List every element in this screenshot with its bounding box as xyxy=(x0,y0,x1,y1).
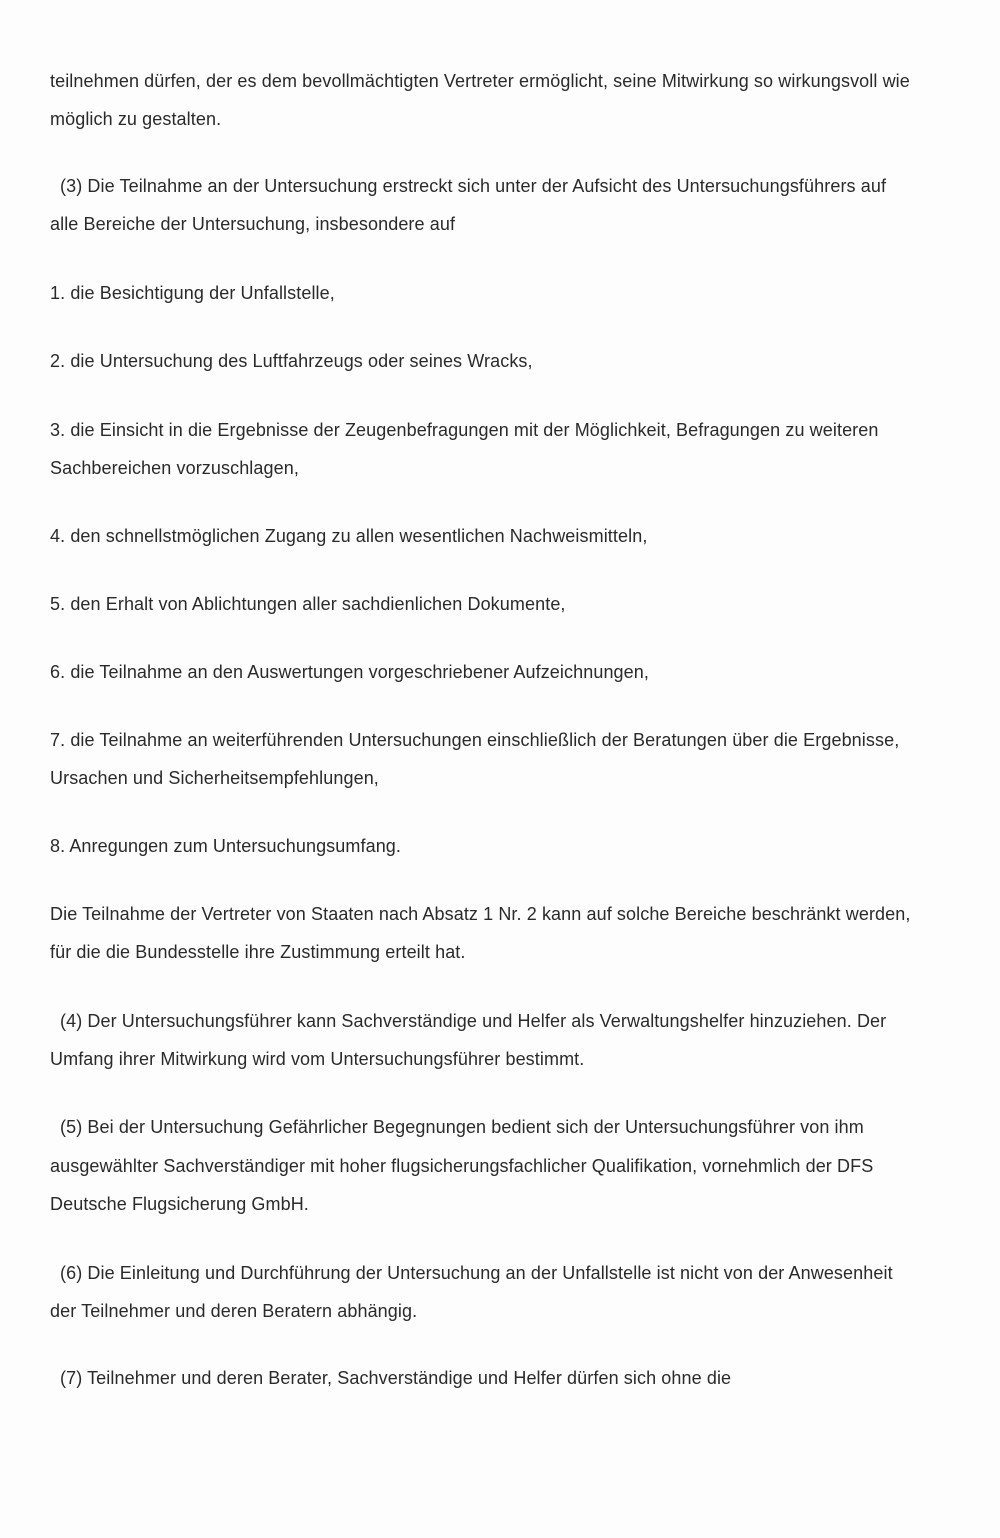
paragraph-abs4-line-1: (4) Der Untersuchungsführer kann Sachverständige und Helfer als Verwaltungshelfer hinzuziehen. Der xyxy=(60,1011,887,1031)
paragraph-abs3-line-2: alle Bereiche der Untersuchung, insbesondere auf xyxy=(50,214,456,234)
paragraph-abs5-line-2: ausgewählter Sachverständiger mit hoher flugsicherungsfachlicher Qualifikation, vornehmlich der DFS xyxy=(50,1156,874,1176)
paragraph-abs5-line-3: Deutsche Flugsicherung GmbH. xyxy=(50,1194,309,1214)
paragraph-abs6-line-1: (6) Die Einleitung und Durchführung der Untersuchung an der Unfallstelle ist nicht von der Anwesenheit xyxy=(60,1263,893,1283)
paragraph-intro-line-1: teilnehmen dürfen, der es dem bevollmächtigten Vertreter ermöglicht, seine Mitwirkung so wirkungsvoll wie xyxy=(50,71,910,91)
list-item-7-line-1: 7. die Teilnahme an weiterführenden Untersuchungen einschließlich der Beratungen über die Ergebnisse, xyxy=(50,730,900,750)
list-item-5: 5. den Erhalt von Ablichtungen aller sachdienlichen Dokumente, xyxy=(50,594,566,614)
paragraph-abs5-line-1: (5) Bei der Untersuchung Gefährlicher Begegnungen bedient sich der Untersuchungsführer von ihm xyxy=(60,1117,864,1137)
list-item-3-line-2: Sachbereichen vorzuschlagen, xyxy=(50,458,299,478)
paragraph-restriction-line-2: für die die Bundesstelle ihre Zustimmung erteilt hat. xyxy=(50,942,466,962)
list-item-7-line-2: Ursachen und Sicherheitsempfehlungen, xyxy=(50,768,379,788)
paragraph-abs7-line-1: (7) Teilnehmer und deren Berater, Sachverständige und Helfer dürfen sich ohne die xyxy=(60,1368,732,1388)
paragraph-abs3-line-1: (3) Die Teilnahme an der Untersuchung erstreckt sich unter der Aufsicht des Untersuchungsführers auf xyxy=(60,176,887,196)
list-item-3-line-1: 3. die Einsicht in die Ergebnisse der Zeugenbefragungen mit der Möglichkeit, Befragungen zu weiteren xyxy=(50,420,879,440)
paragraph-abs4-line-2: Umfang ihrer Mitwirkung wird vom Untersuchungsführer bestimmt. xyxy=(50,1049,585,1069)
list-item-1: 1. die Besichtigung der Unfallstelle, xyxy=(50,283,335,303)
list-item-8: 8. Anregungen zum Untersuchungsumfang. xyxy=(50,836,402,856)
paragraph-restriction-line-1: Die Teilnahme der Vertreter von Staaten nach Absatz 1 Nr. 2 kann auf solche Bereiche beschränkt werden, xyxy=(50,904,911,924)
list-item-6: 6. die Teilnahme an den Auswertungen vorgeschriebener Aufzeichnungen, xyxy=(50,662,649,682)
list-item-4: 4. den schnellstmöglichen Zugang zu allen wesentlichen Nachweismitteln, xyxy=(50,526,648,546)
paragraph-intro-line-2: möglich zu gestalten. xyxy=(50,109,222,129)
list-item-2: 2. die Untersuchung des Luftfahrzeugs oder seines Wracks, xyxy=(50,351,533,371)
paragraph-abs6-line-2: der Teilnehmer und deren Beratern abhängig. xyxy=(50,1301,418,1321)
